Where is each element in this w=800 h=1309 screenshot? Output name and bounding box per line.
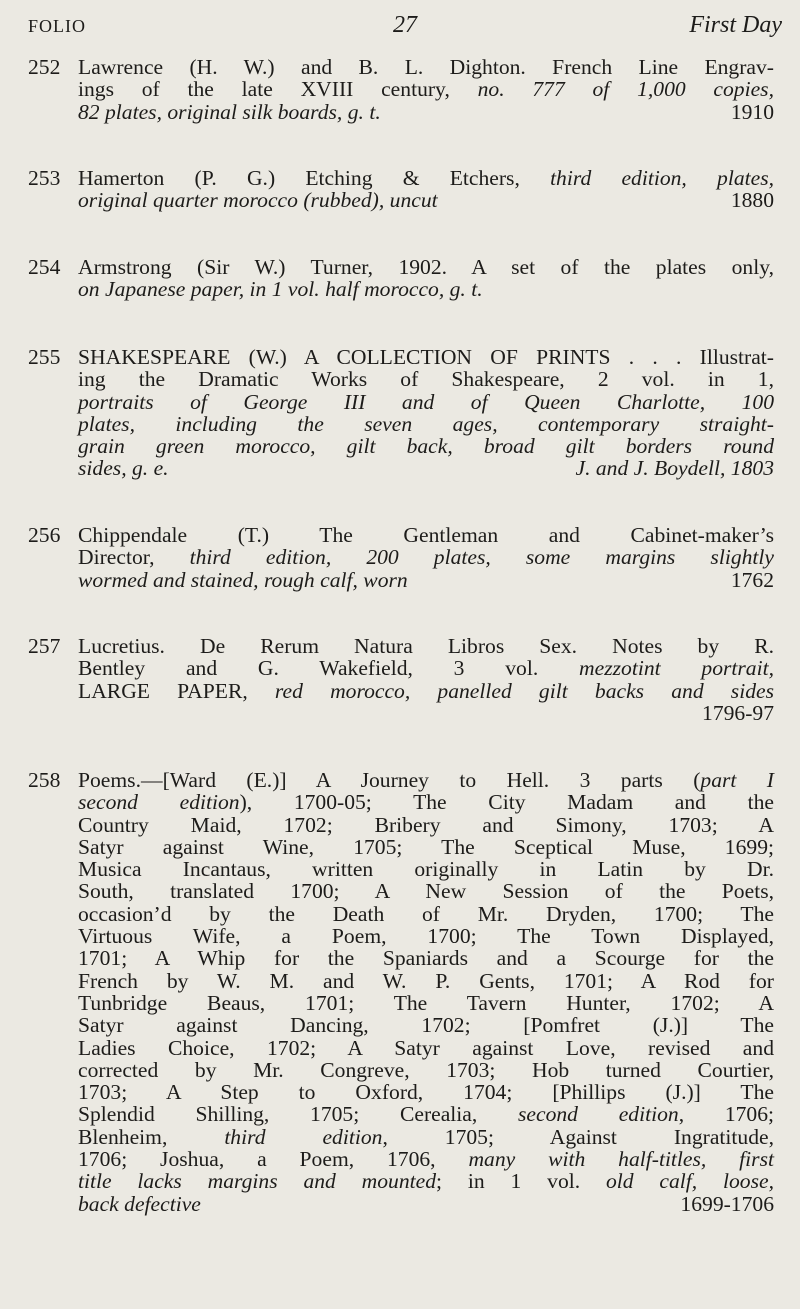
lot-entry — [28, 56, 780, 123]
lot-number: 254 — [28, 255, 61, 279]
description-line: Tunbridge Beaus, 1701; The Tavern Hunter, 1702; A — [78, 990, 774, 1015]
description-line: Hamerton (P. G.) Etching & Etchers, third edition, plates, — [78, 166, 775, 190]
description-line: 82 plates, original silk boards, g. t. 1910 — [78, 99, 774, 124]
description-line: Armstrong (Sir W.) Turner, 1902. A set of the plates only, — [78, 255, 774, 279]
description-line: Chippendale (T.) The Gentleman and Cabinet-maker’s — [78, 523, 774, 547]
lot-description — [78, 256, 774, 301]
description-line: South, translated 1700; A New Session of the Poets, — [78, 879, 774, 904]
description-line: Director, third edition, 200 plates, some margins slightly — [78, 545, 775, 570]
description-line: sides, g. e. J. and J. Boydell, 1803 — [78, 456, 774, 481]
lot-entry — [28, 524, 780, 591]
description-line: plates, including the seven ages, contemporary straight- — [78, 411, 774, 436]
description-line: LARGE PAPER, red morocco, panelled gilt backs and sides — [78, 678, 774, 703]
page-number: 27 — [393, 12, 417, 38]
lot-number: 255 — [28, 345, 61, 369]
lot-number: 257 — [28, 634, 61, 658]
lot-description — [78, 167, 774, 212]
description-line: corrected by Mr. Congreve, 1703; Hob turned Courtier, — [78, 1057, 774, 1082]
description-line: original quarter morocco (rubbed), uncut 1880 — [78, 188, 774, 213]
description-line: Musica Incantaus, written originally in Latin by Dr. — [78, 857, 774, 882]
lot-number: 258 — [28, 768, 61, 792]
lot-number: 256 — [28, 523, 61, 547]
description-line: 1701; A Whip for the Spaniards and a Scourge for the — [78, 946, 774, 971]
description-line: Country Maid, 1702; Bribery and Simony, 1703; A — [78, 812, 774, 837]
description-line: Lawrence (H. W.) and B. L. Dighton. French Line Engrav- — [78, 55, 774, 79]
lot-entry — [28, 346, 780, 480]
description-line: occasion’d by the Death of Mr. Dryden, 1700; The — [78, 901, 774, 926]
description-line: SHAKESPEARE (W.) A COLLECTION OF PRINTS . . . Illustrat- — [78, 345, 774, 369]
description-line: on Japanese paper, in 1 vol. half morocco, g. t. — [78, 277, 483, 302]
lot-description — [78, 635, 774, 724]
folio-label: FOLIO — [28, 16, 86, 36]
lot-description — [78, 346, 774, 480]
description-line: title lacks margins and mounted; in 1 vol. old calf, loose, — [78, 1169, 774, 1194]
description-line: ings of the late XVIII century, no. 777 of 1,000 copies, — [78, 77, 774, 102]
description-line: Satyr against Wine, 1705; The Sceptical Muse, 1699; — [78, 834, 774, 859]
lot-description — [78, 769, 774, 1215]
description-line: wormed and stained, rough calf, worn 1762 — [78, 567, 774, 592]
lot-entry — [28, 167, 780, 212]
day-label: First Day — [689, 12, 782, 38]
description-line: French by W. M. and W. P. Gents, 1701; A Rod for — [78, 968, 774, 993]
description-line: Ladies Choice, 1702; A Satyr against Love, revised and — [78, 1035, 774, 1060]
description-line: 1706; Joshua, a Poem, 1706, many with half-titles, first — [78, 1147, 774, 1172]
lot-description — [78, 524, 774, 591]
description-line: 1796-97 — [702, 700, 774, 725]
lot-number: 252 — [28, 55, 61, 79]
lot-description — [78, 56, 774, 123]
lot-number: 253 — [28, 166, 61, 190]
description-line: Virtuous Wife, a Poem, 1700; The Town Displayed, — [78, 924, 774, 949]
description-line: Poems.—[Ward (E.)] A Journey to Hell. 3 parts (part I — [78, 768, 774, 792]
description-line: Lucretius. De Rerum Natura Libros Sex. Notes by R. — [78, 634, 774, 658]
description-line: Satyr against Dancing, 1702; [Pomfret (J.)] The — [78, 1013, 774, 1038]
description-line: ing the Dramatic Works of Shakespeare, 2 vol. in 1, — [78, 367, 774, 392]
lot-entry — [28, 769, 780, 1215]
description-line: Blenheim, third edition, 1705; Against Ingratitude, — [78, 1124, 774, 1149]
lot-entry — [28, 635, 780, 724]
description-line: 1703; A Step to Oxford, 1704; [Phillips (J.)] The — [78, 1080, 774, 1105]
description-line: grain green morocco, gilt back, broad gilt borders round — [78, 434, 774, 459]
description-line: Splendid Shilling, 1705; Cerealia, second edition, 1706; — [78, 1102, 775, 1127]
description-line: back defective 1699-1706 — [78, 1191, 774, 1216]
page-header — [28, 12, 782, 42]
lot-entry — [28, 256, 780, 301]
description-line: second edition), 1700-05; The City Madam and the — [78, 790, 774, 815]
description-line: portraits of George III and of Queen Charlotte, 100 — [78, 389, 774, 414]
description-line: Bentley and G. Wakefield, 3 vol. mezzotint portrait, — [78, 656, 774, 681]
